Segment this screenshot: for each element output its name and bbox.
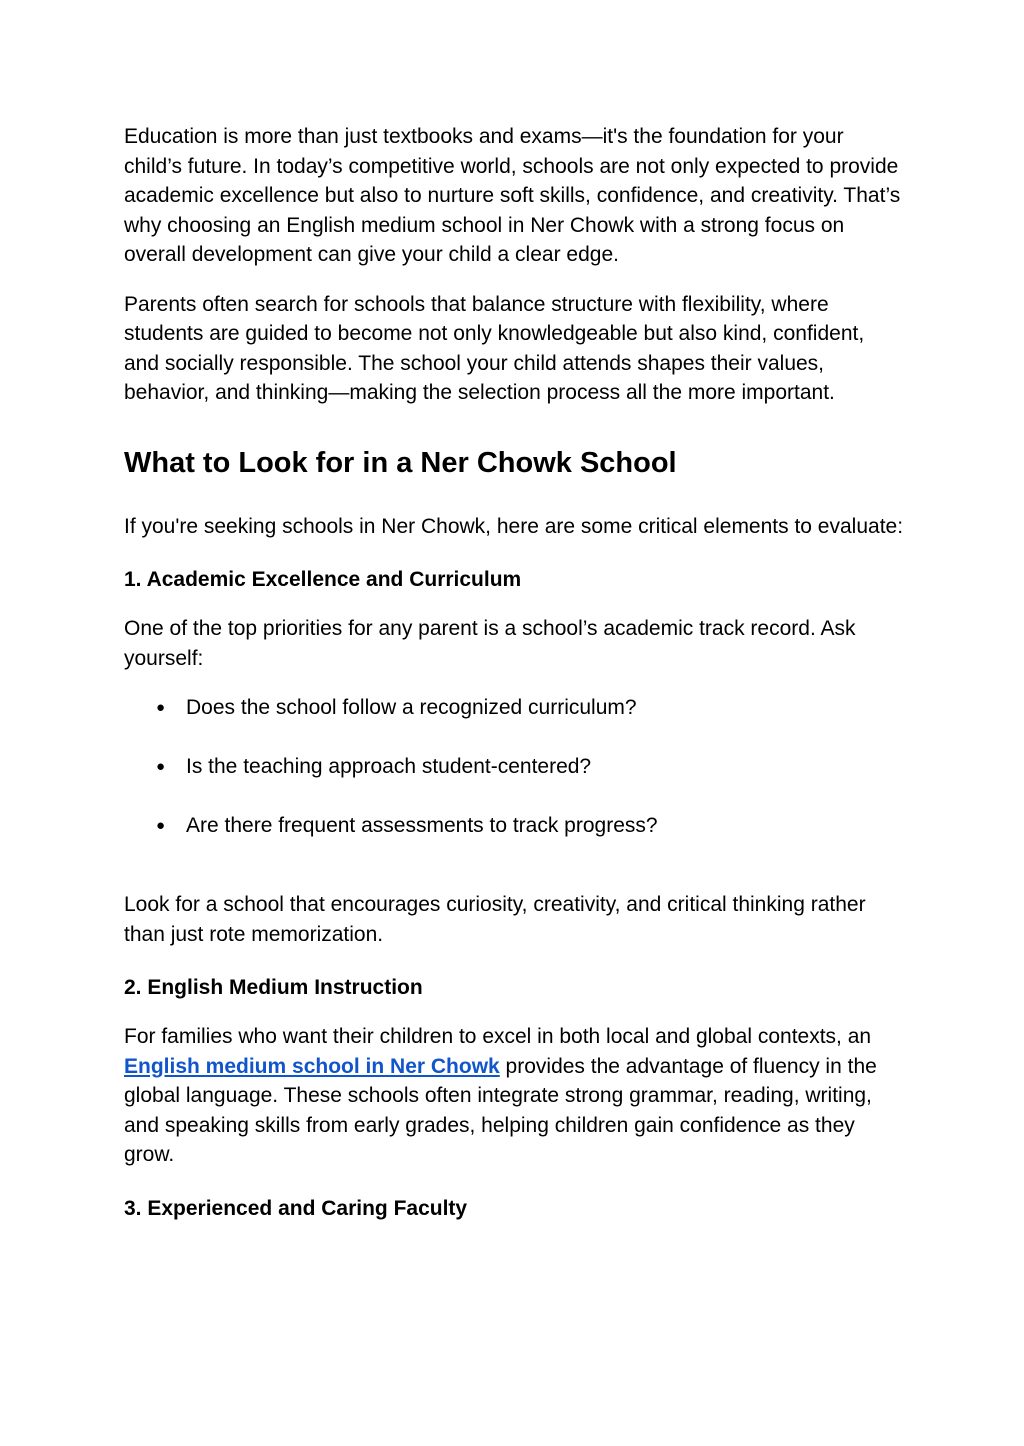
intro-paragraph-1: Education is more than just textbooks and exams—it's the foundation for your child’s future. In today’s competitive world, schools are not only expected to provide academic excellence but also to nurture soft skills, confidence, and creativity. That’s why choosing an English medium school in Ner Chowk with a strong focus on overall development can give your child a clear edge. [124,125,901,266]
english-text-before: For families who want their children to excel in both local and global contexts, an [124,1025,872,1048]
list-item [124,752,904,781]
intro-paragraph-2: Parents often search for schools that balance structure with flexibility, where students are guided to become not only knowledgeable but also kind, confident, and socially responsible. The school your child attends shapes their values, behavior, and thinking—making the selection process all the more important. [124,292,865,404]
section-heading: What to Look for in a Ner Chowk School [124,446,677,479]
list-item-text: Are there frequent assessments to track progress? [186,814,658,837]
list-item-text: Is the teaching approach student-centered? [186,755,592,778]
academic-question-list [124,693,904,840]
list-item [124,811,904,840]
bullet-icon: ● [156,758,166,775]
academic-heading: 1. Academic Excellence and Curriculum [124,568,522,591]
document-page [124,122,904,1223]
list-item-text: Does the school follow a recognized curriculum? [186,696,637,719]
english-heading: 2. English Medium Instruction [124,976,423,999]
academic-closing-paragraph: Look for a school that encourages curiosity, creativity, and critical thinking rather than just rote memorization. [124,893,866,946]
english-text-after: provides the advantage of fluency in the global language. These schools often integrate strong grammar, reading, writing, and speaking skills from early grades, helping children gain confidence as they grow. [124,1054,877,1166]
list-item [124,693,904,722]
english-medium-school-link[interactable]: English medium school in Ner Chowk [124,1054,500,1078]
academic-intro-paragraph: One of the top priorities for any parent is a school’s academic track record. Ask yourself: [124,617,856,670]
faculty-heading: 3. Experienced and Caring Faculty [124,1196,468,1220]
section-lead-paragraph: If you're seeking schools in Ner Chowk, here are some critical elements to evaluate: [124,514,904,538]
english-paragraph [124,1022,904,1170]
bullet-icon: ● [156,817,166,834]
bullet-icon: ● [156,699,166,716]
